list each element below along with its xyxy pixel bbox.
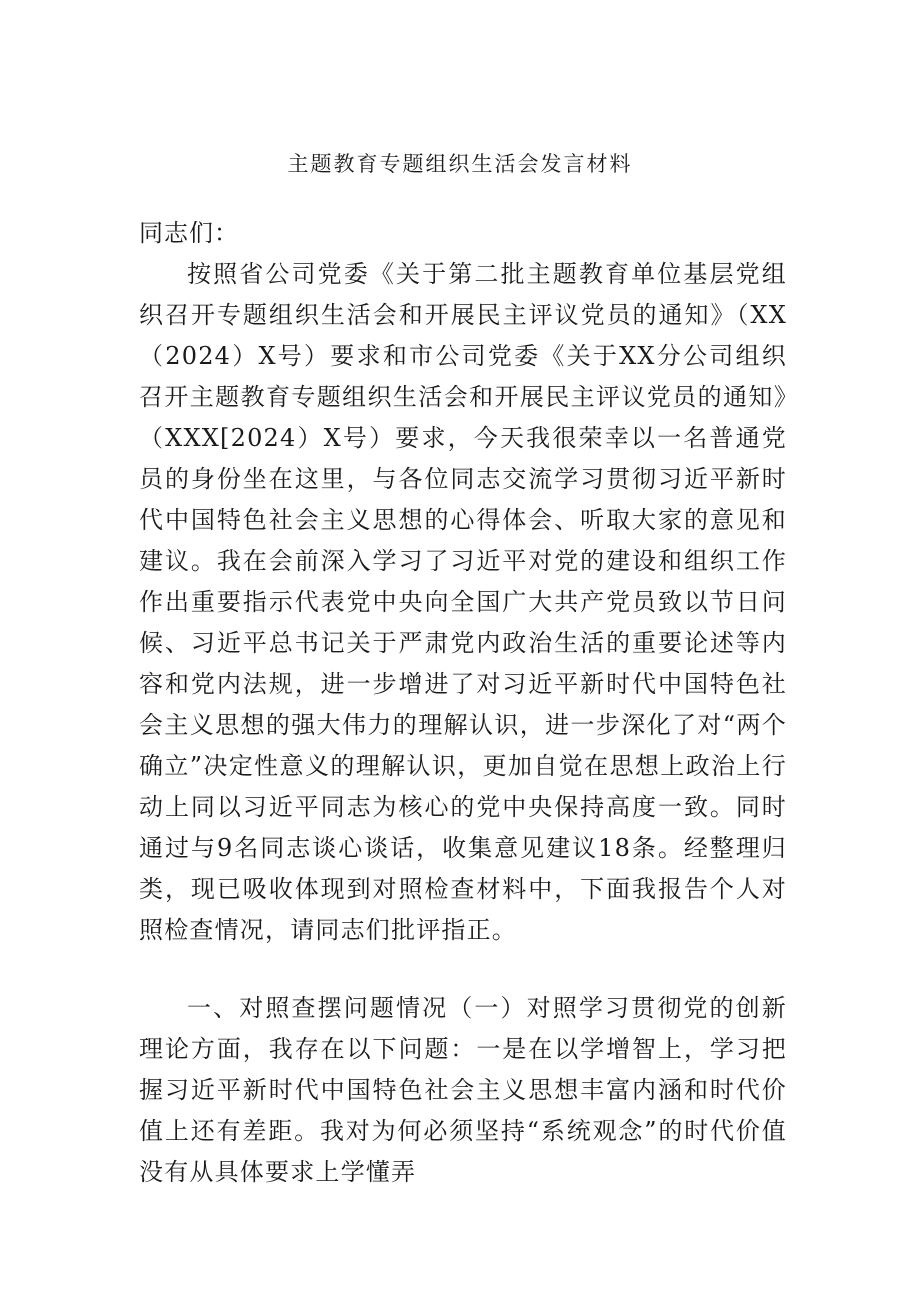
- body-paragraph: 按照省公司党委《关于第二批主题教育单位基层党组织召开专题组织生活会和开展民主评议党员的通知》（XX（2024）X号）要求和市公司党委《关于XX分公司组织召开主题教育专题组织生活会和开展民主评议党员的通知》（XXX[2024）X号）要求，今天我很荣幸以一名普通党员的身份坐在这里，与各位同志交流学习贯彻习近平新时代中国特色社会主义思想的心得体会、听取大家的意见和建议。我在会前深入学习了习近平对党的建设和组织工作作出重要指示代表党中央向全国广大共产党员致以节日问候、习近平总书记关于严肃党内政治生活的重要论述等内容和党内法规，进一步增进了对习近平新时代中国特色社会主义思想的强大伟力的理解认识，进一步深化了对“两个确立”决定性意义的理解认识，更加自觉在思想上政治上行动上同以习近平同志为核心的党中央保持高度一致。同时通过与9名同志谈心谈话，收集意见建议18条。经整理归类，现已吸收体现到对照检查材料中，下面我报告个人对照检查情况，请同志们批评指正。: [139, 260, 787, 944]
- salutation: 同志们：: [139, 219, 239, 247]
- body-paragraph: 一、对照查摆问题情况（一）对照学习贯彻党的创新理论方面，我存在以下问题：一是在以学增智上，学习把握习近平新时代中国特色社会主义思想丰富内涵和时代价值上还有差距。我对为何必须坚持“系统观念”的时代价值没有从具体要求上学懂弄: [139, 994, 787, 1186]
- document-title: 主题教育专题组织生活会发言材料: [287, 152, 633, 176]
